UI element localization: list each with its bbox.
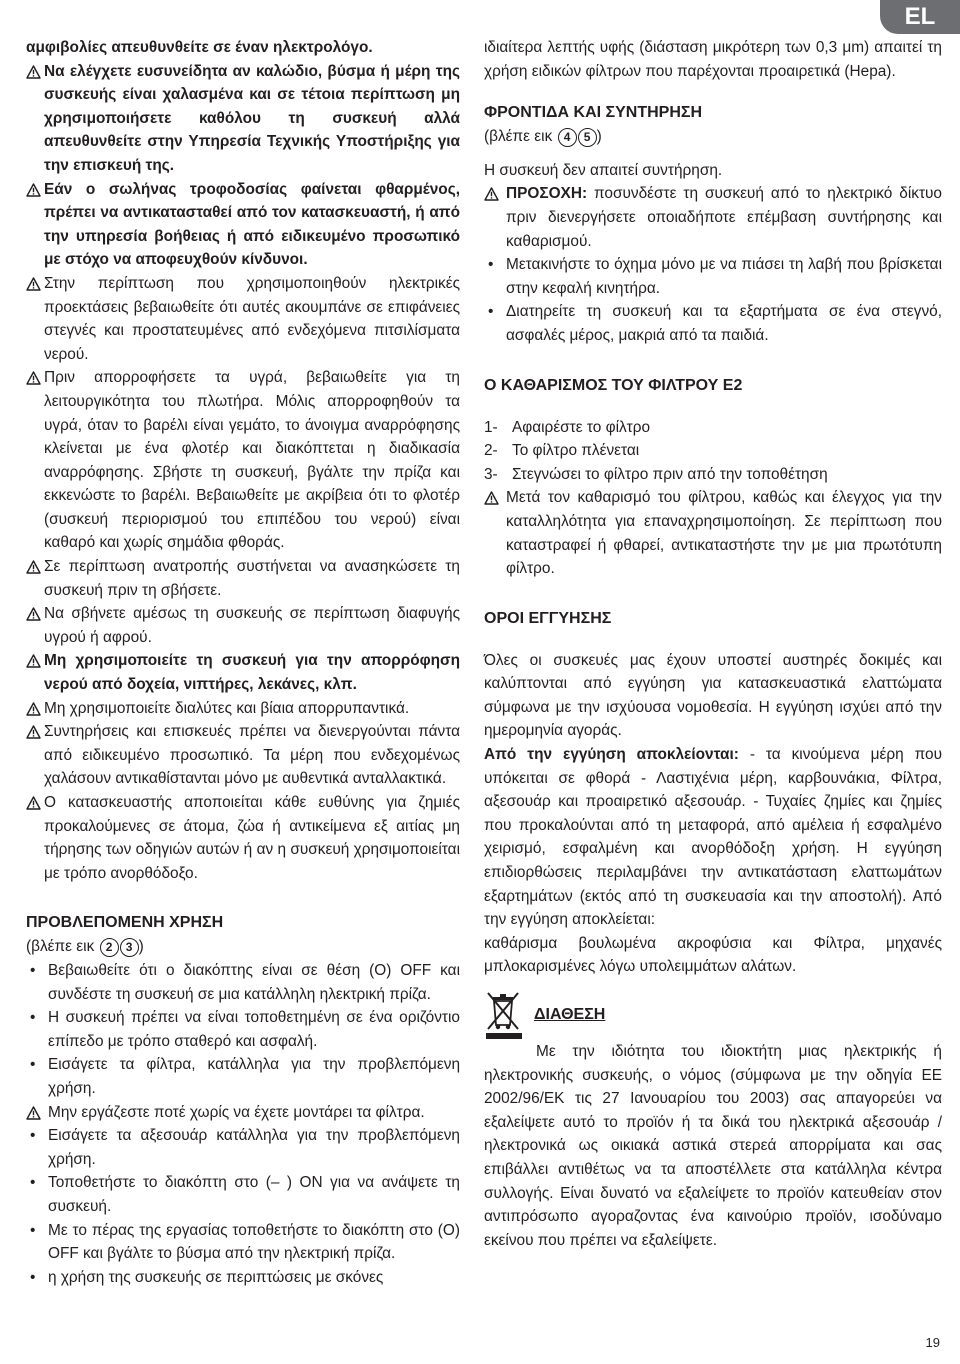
warning-repairs	[26, 720, 460, 791]
list-item-text: Εισάγετε τα φίλτρα, κατάλληλα για την προβλεπόμενη χρήση.	[48, 1056, 460, 1097]
figure-number: 2	[100, 938, 119, 957]
list-item-text: Με το πέρας της εργασίας τοποθετήστε το διακόπτη στο (O) OFF και βγάλτε το βύσμα από την ηλεκτρική πρίζα.	[48, 1221, 460, 1263]
numbered-step	[484, 439, 942, 463]
list-item-text: η χρήση της συσκευής σε περιπτώσεις με σκόνες	[48, 1268, 384, 1286]
warning-text: Στην περίπτωση που χρησιμοποιηθούν ηλεκτρικές προεκτάσεις βεβαιωθείτε ότι αυτές ακουμπάνε σε επιφάνειες στεγνές και προστατευμένες από ενδεχόμενα πιτσιλίσματα νερού.	[44, 274, 460, 363]
figure-ref-close: )	[596, 128, 602, 146]
warning-filter-check	[484, 486, 942, 580]
figure-ref-close: )	[138, 938, 144, 956]
warning-supply-hose	[26, 178, 460, 272]
warranty-heading: ΟΡΟΙ ΕΓΓΥΗΣΗΣ	[484, 609, 612, 627]
warning-text: Σε περίπτωση ανατροπής συστήνεται να ανασηκώσετε τη συσκευή πριν τη σβήσετε.	[44, 558, 460, 599]
warning-text: Εάν ο σωλήνας τροφοδοσίας φαίνεται φθαρμένος, πρέπει να αντικατασταθεί από τον κατασκευαστή, ή από την υπηρεσία βοήθειας ή από ειδικευμένο προσωπικό με στόχο να αποφευχθούν κίνδυνοι.	[44, 180, 460, 269]
intended-use-figure-ref	[26, 935, 460, 959]
warning-icon	[26, 560, 41, 574]
disposal-heading: ΔΙΑΘΕΣΗ	[534, 1006, 606, 1023]
warning-filters	[26, 1101, 460, 1125]
list-item: • Εισάγετε τα αξεσουάρ κατάλληλα για την προβλεπόμενη χρήση.	[30, 1127, 460, 1168]
exclusions-text: - τα κινούμενα μέρη που υπόκειται σε φθορά - Λαστιχένια μέρη, καρβουνάκια, Φίλτρα, αξεσουάρ και προαιρετικό αξεσουάρ. - Τυχαίες ζημίες και ζημίες που προκαλούνται από τη μεταφορά, από αμέλεια ή εσφαλμένο χειρισμό, εσφαλμένη και ανορθόδοξη χρήση. Η εγγύηση επιδιορθώσεις περιλαμβάνει την αντικατάσταση ελαττωμάτων εξαρτημάτων (εκτός από τη συσκευασία και την αποστολή). Από την εγγύηση αποκλείεται:	[484, 746, 942, 929]
intended-use-heading: ΠΡΟΒΛΕΠΟΜΕΝΗ ΧΡΗΣΗ	[26, 914, 224, 932]
list-item: • Τοποθετήστε το διακόπτη στο (– ) ON για να ανάψετε τη συσκευή.	[30, 1174, 460, 1215]
step-number: 2-	[484, 442, 498, 460]
list-item-text: Τοποθετήστε το διακόπτη στο (– ) ON για να ανάψετε τη συσκευή.	[48, 1174, 460, 1215]
warning-tipping	[26, 555, 460, 602]
list-item-text: Εισάγετε τα αξεσουάρ κατάλληλα για την προβλεπόμενη χρήση.	[48, 1127, 460, 1168]
warning-extension-cords	[26, 272, 460, 366]
warning-text: Μετά τον καθαρισμό του φίλτρου, καθώς και έλεγχος για την καταλληλότητα για επαναχρησιμοποίηση. Σε περίπτωση που καταστραφεί ή φθαρεί, αντικαταστήστε την με μια πρωτότυπη φίλτρο.	[506, 489, 942, 578]
filter-cleaning-heading: Ο ΚΑΘΑΡΙΣΜΟΣ ΤΟΥ ΦΙΛΤΡΟΥ Ε2	[484, 376, 743, 394]
list-item: • Διατηρείτε τη συσκευή και τα εξαρτήματα σε ένα στεγνό, ασφαλές μέρος, μακριά από τα παιδιά.	[488, 303, 942, 344]
step-text: Αφαιρέστε το φίλτρο	[512, 418, 651, 436]
continued-text: ιδιαίτερα λεπτής υφής (διάσταση μικρότερη των 0,3 μm) απαιτεί τη χρήση ειδικών φίλτρων που παρέχονται προαιρετικά (Hepa).	[484, 39, 942, 80]
warning-icon	[26, 371, 41, 385]
figure-ref-text: (βλέπε εικ	[26, 938, 95, 956]
warning-icon	[484, 187, 499, 201]
warning-damaged-cable	[26, 60, 460, 178]
list-item: • Εισάγετε τα φίλτρα, κατάλληλα για την προβλεπόμενη χρήση.	[30, 1056, 460, 1097]
warning-text: Να ελέγχετε ευσυνείδητα αν καλώδιο, βύσμα ή μέρη της συσκευής είναι χαλασμένα και σε τέτοια περίπτωση μη χρησιμοποιήσετε καθόλου τη συσκευή αλλά απευθυνθείτε στην Υπηρεσία Τεχνικής Υποστήριξης για την επισκευή της.	[44, 62, 460, 174]
list-item-text: Μετακινήστε το όχημα μόνο με να πιάσει τη λαβή που βρίσκεται στην κεφαλή κινητήρα.	[506, 256, 942, 297]
warning-icon	[26, 796, 41, 810]
crossed-bin-icon	[484, 989, 524, 1046]
warning-icon	[26, 702, 41, 716]
warning-text: Να σβήνετε αμέσως τη συσκευής σε περίπτωση διαφυγής υγρού ή αφρού.	[44, 605, 460, 646]
warning-solvents	[26, 697, 460, 721]
warning-icon	[26, 1106, 41, 1120]
figure-number: 5	[578, 128, 597, 147]
figure-number: 3	[120, 938, 139, 957]
list-item-text: Βεβαιωθείτε ότι ο διακόπτης είναι σε θέση (O) OFF και συνδέστε τη συσκευή σε μια κατάλληλη ηλεκτρική πρίζα.	[48, 961, 460, 1003]
warning-icon	[26, 725, 41, 739]
step-text: Στεγνώσει το φίλτρο πριν από την τοποθέτηση	[512, 465, 828, 483]
list-item: • Βεβαιωθείτε ότι ο διακόπτης είναι σε θέση (O) OFF και συνδέστε τη συσκευή σε μια κατάλληλη ηλεκτρική πρίζα.	[30, 961, 460, 1003]
warning-text: Μην εργάζεστε ποτέ χωρίς να έχετε μοντάρει τα φίλτρα.	[48, 1103, 425, 1121]
figure-number: 4	[558, 128, 577, 147]
list-item: • Μετακινήστε το όχημα μόνο με να πιάσει τη λαβή που βρίσκεται στην κεφαλή κινητήρα.	[488, 256, 942, 297]
numbered-step	[484, 463, 942, 487]
list-item-text: Διατηρείτε τη συσκευή και τα εξαρτήματα σε ένα στεγνό, ασφαλές μέρος, μακριά από τα παιδιά.	[506, 303, 942, 344]
warning-text: Μη χρησιμοποιείτε τη συσκευή για την απορρόφηση νερού από δοχεία, νιπτήρες, λεκάνες, κλπ.	[44, 652, 460, 694]
warning-icon	[484, 491, 499, 505]
warning-text: ποσυνδέστε τη συσκευή από το ηλεκτρικό δίκτυο πριν διενεργήσετε οποιαδήποτε επέμβαση συντήρησης και καθαρισμού.	[506, 185, 942, 250]
language-tab: EL	[880, 0, 960, 34]
warning-icon	[26, 654, 41, 668]
warning-text: Πριν απορροφήσετε τα υγρά, βεβαιωθείτε για τη λειτουργικότητα του πλωτήρα. Μόλις απορροφηθούν τα υγρά, όταν το βαρέλι είναι γεμάτο, το άνοιγμα αναρρόφησης κλείνεται με ένα φλοτέρ και διακόπτεται η διαδικασία αναρρόφησης. Σβήστε τη συσκευή, βγάλτε την πρίζα και εκκενώστε το βαρέλι. Βεβαιωθείτε με ακρίβεια ότι το φλοτέρ (συσκευή περιορισμού του επιπέδου του νερού) είναι καθαρό και χωρίς σημάδια φθοράς.	[44, 369, 460, 552]
warning-icon	[26, 183, 41, 197]
list-item: • η χρήση της συσκευής σε περιπτώσεις με σκόνες	[30, 1268, 384, 1286]
right-column	[484, 36, 942, 1252]
warning-foam	[26, 602, 460, 649]
warning-containers	[26, 649, 460, 696]
figure-ref-text: (βλέπε εικ	[484, 128, 553, 146]
step-number: 3-	[484, 465, 498, 483]
warning-text: Ο κατασκευαστής αποποιείται κάθε ευθύνης για ζημιές προκαλούμενες σε άτομα, ζώα ή αντικείμενα εξ αιτίας μη τήρησης των οδηγιών αυτών ή αν η συσκευή χρησιμοποιείται με τρόπο ανορθόδοξο.	[44, 794, 460, 882]
care-figure-ref	[484, 125, 942, 149]
care-text: Η συσκευή δεν απαιτεί συντήρηση.	[484, 161, 723, 179]
list-item-text: Η συσκευή πρέπει να είναι τοποθετημένη σε ένα οριζόντιο επίπεδο με τρόπο σταθερό και ασφαλή.	[48, 1009, 460, 1050]
list-item: • Η συσκευή πρέπει να είναι τοποθετημένη σε ένα οριζόντιο επίπεδο με τρόπο σταθερό και ασφαλή.	[30, 1009, 460, 1050]
disposal-header	[484, 989, 942, 1046]
exclusions-label: Από την εγγύηση αποκλείονται:	[484, 746, 739, 764]
warning-text: Συντηρήσεις και επισκευές πρέπει να διενεργούνται πάντα από ειδικευμένο προσωπικό. Τα μέρη που ενδεχομένως χαλάσουν αντικαθίστανται μόνο με αυθεντικά ανταλλακτικά.	[44, 723, 460, 788]
warning-float	[26, 366, 460, 555]
intro-text: αμφιβολίες απευθυνθείτε σε έναν ηλεκτρολόγο.	[26, 39, 373, 56]
warning-icon	[26, 277, 41, 291]
left-column	[26, 36, 460, 1289]
caution-label: ΠΡΟΣΟΧΗ:	[506, 185, 588, 203]
numbered-step	[484, 416, 942, 440]
disposal-text: Με την ιδιότητα του ιδιοκτήτη μιας ηλεκτρικής ή ηλεκτρονικής συσκευής, ο νόμος (σύμφωνα με την οδηγία ΕΕ 2002/96/ΕΚ τις 27 Ιανουαρίου του 2003) σας απαγορεύει να εξαλείψετε αυτό το προϊόν ή τα δικά του ηλεκτρικά αξεσουάρ /ηλεκτρονικά ως οικιακά αστικά στερεά απορρίματα και σας επιβάλλει αντιθέτως να τα αποστέλλετε στα κατάλληλα κέντρα συλλογής. Είναι δυνατό να εξαλείψετε το προϊόν κατευθείαν στον αντιπρόσωπο αγοραζοντας ένα καινούριο προϊόν, ισοδύναμο εκείνου που πρέπει να εξαλείψετε.	[484, 1043, 942, 1249]
warning-text: Μη χρησιμοποιείτε διαλύτες και βίαια απορρυπαντικά.	[44, 699, 410, 717]
warranty-exclusions	[484, 743, 942, 932]
care-heading: ΦΡΟΝΤΙΔΑ ΚΑΙ ΣΥΝΤΗΡΗΣΗ	[484, 104, 703, 122]
list-item: • Με το πέρας της εργασίας τοποθετήστε το διακόπτη στο (O) OFF και βγάλτε το βύσμα από την ηλεκτρική πρίζα.	[30, 1221, 460, 1263]
warranty-exclusions-detail: καθάρισμα βουλωμένα ακροφύσια και Φίλτρα, μηχανές μπλοκαρισμένες λόγω υπολειμμάτων αλάτων.	[484, 934, 942, 976]
step-text: Το φίλτρο πλένεται	[512, 442, 640, 460]
warning-icon	[26, 65, 41, 79]
step-number: 1-	[484, 418, 498, 436]
warning-icon	[26, 607, 41, 621]
page-number: 19	[925, 1335, 940, 1350]
warning-caution	[484, 182, 942, 253]
warning-liability	[26, 791, 460, 885]
warranty-text: Όλες οι συσκευές μας έχουν υποστεί αυστηρές δοκιμές και καλύπτονται από εγγύηση για κατασκευαστικά ελαττώματα σύμφωνα με την ισχύουσα νομοθεσία. Η εγγύηση ισχύει από την ημερομηνία αγοράς.	[484, 651, 942, 740]
